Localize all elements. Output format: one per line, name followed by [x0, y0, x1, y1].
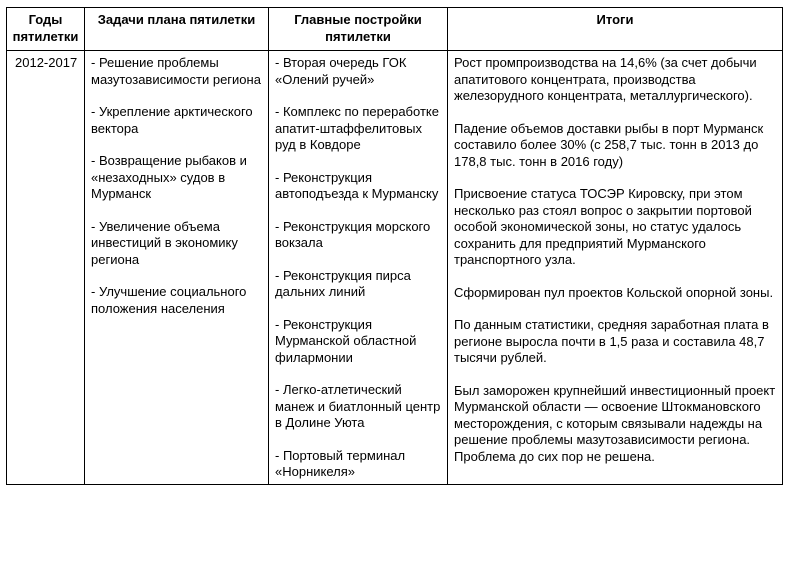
result-item: Рост промпроизводства на 14,6% (за счет добычи апатитового концентрата, производства железорудного концентрата, металлургического). — [454, 55, 757, 103]
table-header-row — [7, 8, 783, 51]
header-tasks: Задачи плана пятилетки — [85, 8, 269, 51]
task-item: - Увеличение объема инвестиций в экономику региона — [91, 218, 238, 267]
cell-buildings — [269, 51, 448, 485]
result-item: Сформирован пул проектов Кольской опорной зоны. — [454, 284, 774, 300]
task-item: - Укрепление арктического вектора — [91, 104, 253, 136]
building-item: - Комплекс по переработке апатит-штаффелитовых руд в Ковдоре — [275, 104, 439, 152]
building-item: - Реконструкция пирса дальних линий — [275, 267, 411, 299]
building-item: - Реконструкция автоподъезда к Мурманску — [275, 169, 439, 201]
result-item: Падение объемов доставки рыбы в порт Мурманск составило более 30% (с 258,7 тыс. тонн в 2013 до 178,8 тыс. тонн в 2016 году) — [454, 120, 764, 169]
result-item: По данным статистики, средняя заработная плата в регионе выросла почти в 1,5 раза и составила 48,7 тысячи рублей. — [454, 317, 769, 365]
header-buildings: Главные постройки пятилетки — [269, 8, 448, 51]
task-item: - Решение проблемы мазутозависимости региона — [91, 55, 261, 87]
building-item: - Легко-атлетический манеж и биатлонный центр в Долине Уюта — [275, 382, 441, 430]
five-year-plan-table — [6, 7, 783, 485]
cell-results — [448, 51, 783, 485]
cell-tasks — [85, 51, 269, 485]
building-item: - Реконструкция морского вокзала — [275, 218, 431, 250]
cell-years: 2012-2017 — [7, 51, 85, 485]
building-item: - Вторая очередь ГОК «Олений ручей» — [275, 55, 407, 87]
result-item: Присвоение статуса ТОСЭР Кировску, при этом несколько раз стоял вопрос о закрытии портовой особой экономической зоны, но статус удалось сохранить для предприятий Мурманского транспортного узла. — [454, 186, 752, 267]
task-item: - Возвращение рыбаков и «незаходных» судов в Мурманск — [91, 153, 247, 201]
task-item: - Улучшение социального положения населения — [91, 284, 247, 316]
header-results: Итоги — [448, 8, 783, 51]
header-years: Годы пятилетки — [7, 8, 85, 51]
building-item: - Портовый терминал «Норникеля» — [275, 447, 406, 479]
result-item: Был заморожен крупнейший инвестиционный проект Мурманской области — освоение Штокмановского месторождения, с которым связывали надежды на решение проблемы мазутозависимости региона. Проблема до сих пор не решена. — [454, 382, 776, 464]
building-item: - Реконструкция Мурманской областной филармонии — [275, 316, 417, 365]
table-row — [7, 51, 783, 485]
